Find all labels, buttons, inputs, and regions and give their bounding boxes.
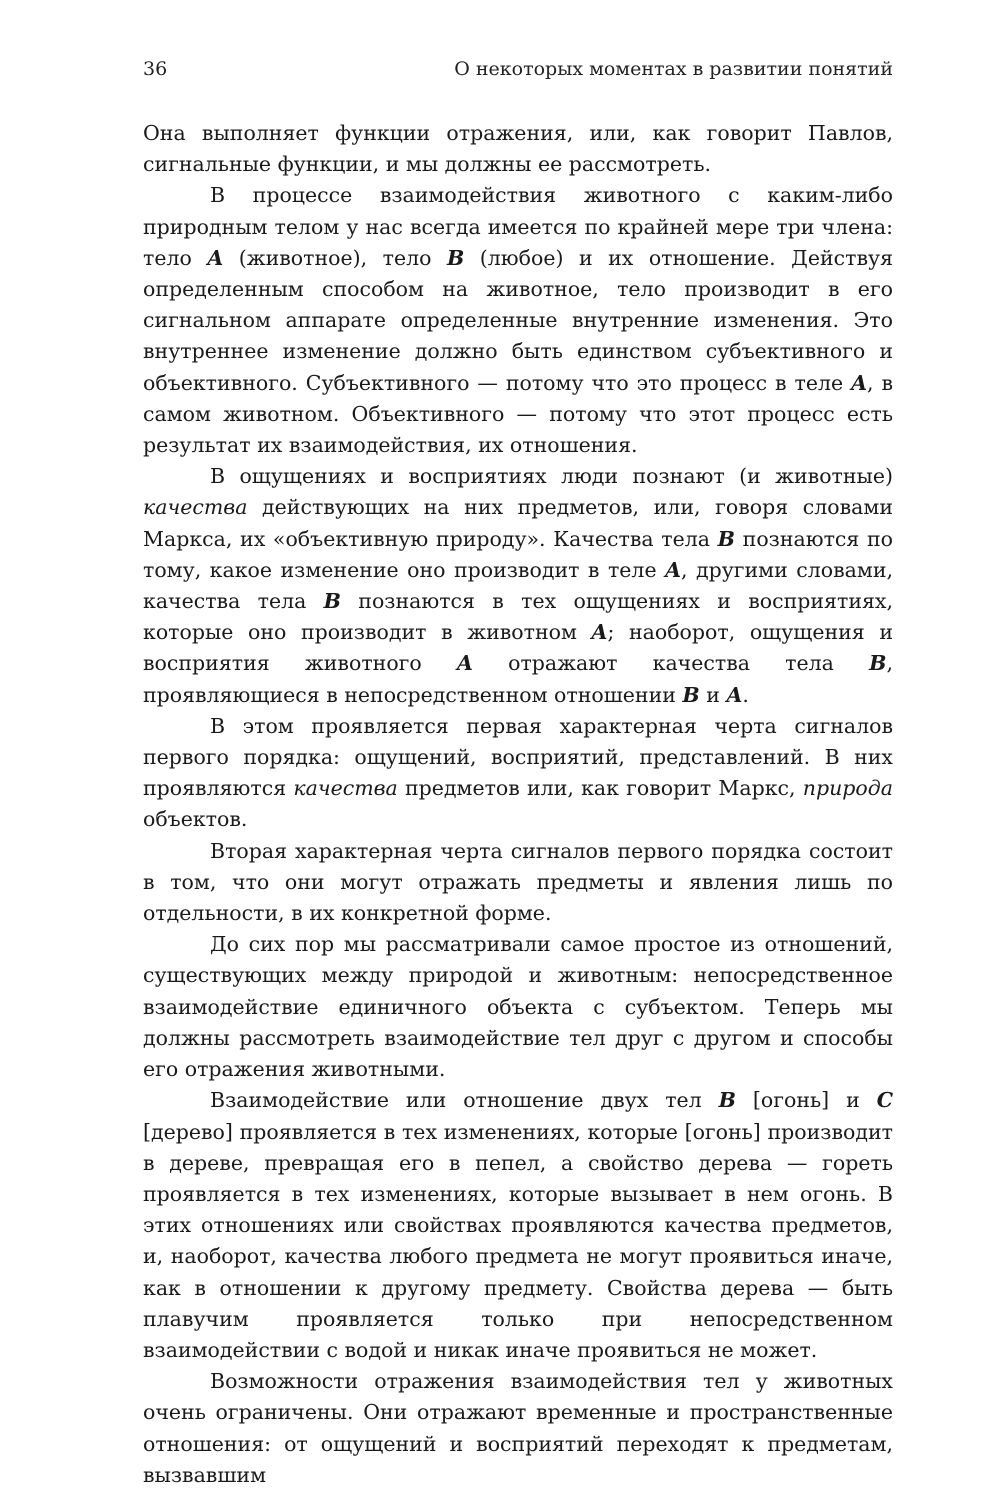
running-title: О некоторых моментах в развитии понятий bbox=[454, 58, 893, 80]
page-header bbox=[143, 58, 893, 80]
paragraph bbox=[143, 836, 893, 930]
text-run: действующих на них предметов, или, говоря словами Маркса, их «объективную природу». Качества тела bbox=[143, 495, 893, 551]
page-number: 36 bbox=[143, 58, 168, 80]
variable-letter: A bbox=[207, 245, 224, 270]
variable-letter: A bbox=[456, 651, 473, 676]
emphasis: качества bbox=[143, 495, 248, 520]
text-run: В ощущениях и восприятиях люди познают (и животные) bbox=[210, 464, 893, 489]
variable-letter: B bbox=[323, 589, 341, 614]
text-run: ; наоборот, ощущения и восприятия животного bbox=[143, 620, 894, 676]
variable-letter: A bbox=[591, 620, 608, 645]
text-run: , другими словами, качества тела bbox=[143, 557, 893, 614]
text-run: Взаимодействие или отношение двух тел bbox=[210, 1088, 719, 1113]
variable-letter: B bbox=[682, 682, 700, 707]
text-run: Возможности отражения взаимодействия тел у животных очень ограничены. Они отражают временные и пространственные отношения: от ощущений и восприятий переходят к предметам, вызвавшим bbox=[143, 1369, 893, 1487]
variable-letter: B bbox=[717, 526, 735, 551]
text-run: Вторая характерная черта сигналов первого порядка состоит в том, что они могут отражать предметы и явления лишь по отдельности, в их конкретной форме. bbox=[143, 838, 893, 926]
text-run: (любое) и их отношение. Действуя определенным способом на животное, тело производит в его сигнальном аппарате определенные внутренние изменения. Это внутреннее изменение должно быть единством субъективного и объективного. Субъективного — потому что это процесс в теле bbox=[143, 245, 893, 395]
text-run: познаются по тому, какое изменение оно производит в теле bbox=[143, 526, 893, 582]
paragraph bbox=[143, 1085, 893, 1366]
text-run: предметов или, как говорит Маркс, bbox=[397, 776, 803, 801]
text-run: , проявляющиеся в непосредственном отношении bbox=[143, 651, 893, 707]
variable-letter: B bbox=[869, 651, 887, 676]
text-run: В этом проявляется первая характерная черта сигналов первого порядка: ощущений, восприятий, представлений. В них проявляются bbox=[143, 713, 893, 801]
paragraph bbox=[143, 929, 893, 1085]
text-run: [огонь] и bbox=[735, 1088, 877, 1113]
text-run: . bbox=[742, 682, 749, 707]
variable-letter: C bbox=[876, 1088, 894, 1113]
variable-letter: B bbox=[718, 1088, 736, 1113]
text-run: Она выполняет функции отражения, или, как говорит Павлов, сигнальные функции, и мы должны ее рассмотреть. bbox=[143, 121, 893, 177]
emphasis: природа bbox=[802, 776, 893, 801]
text-run: [дерево] проявляется в тех изменениях, которые [огонь] производит в дереве, превращая его в пепел, а свойство дерева — гореть проявляется в тех изменениях, которые вызывает в нем огонь. В этих отношениях или свойствах проявляются качества предметов, и, наоборот, качества любого предмета не могут проявиться иначе, как в отношении к другому предмету. Свойства дерева — быть плавучим проявляется только при непосредственном взаимодействии с водой и никак иначе проявиться не может. bbox=[143, 1119, 893, 1362]
text-run: объектов. bbox=[143, 807, 248, 832]
text-run: и bbox=[699, 682, 727, 707]
text-run: До сих пор мы рассматривали самое простое из отношений, существующих между природой и животным: непосредственное взаимодействие единичного объекта с субъектом. Теперь мы должны рассмотреть взаимодействие тел друг с другом и способы его отражения животными. bbox=[143, 932, 893, 1082]
text-run: , в самом животном. Объективного — потому что этот процесс есть результат их взаимодействия, их отношения. bbox=[143, 370, 893, 458]
text-run: (животное), тело bbox=[223, 245, 447, 270]
paragraph bbox=[143, 711, 893, 836]
variable-letter: A bbox=[665, 557, 681, 582]
variable-letter: A bbox=[851, 370, 867, 395]
paragraph bbox=[143, 1366, 893, 1491]
paragraph bbox=[143, 461, 893, 711]
body-text bbox=[143, 118, 893, 1491]
variable-letter: B bbox=[446, 245, 465, 270]
text-run: отражают качества тела bbox=[472, 651, 870, 676]
emphasis: качества bbox=[293, 776, 398, 801]
paragraph bbox=[143, 118, 893, 180]
text-run: В процессе взаимодействия животного с каким-либо природным телом у нас всегда имеется по крайней мере три члена: тело bbox=[143, 183, 893, 270]
text-run: познаются в тех ощущениях и восприятиях, которые оно производит в животном bbox=[143, 589, 893, 645]
variable-letter: A bbox=[726, 682, 743, 707]
paragraph bbox=[143, 180, 893, 461]
